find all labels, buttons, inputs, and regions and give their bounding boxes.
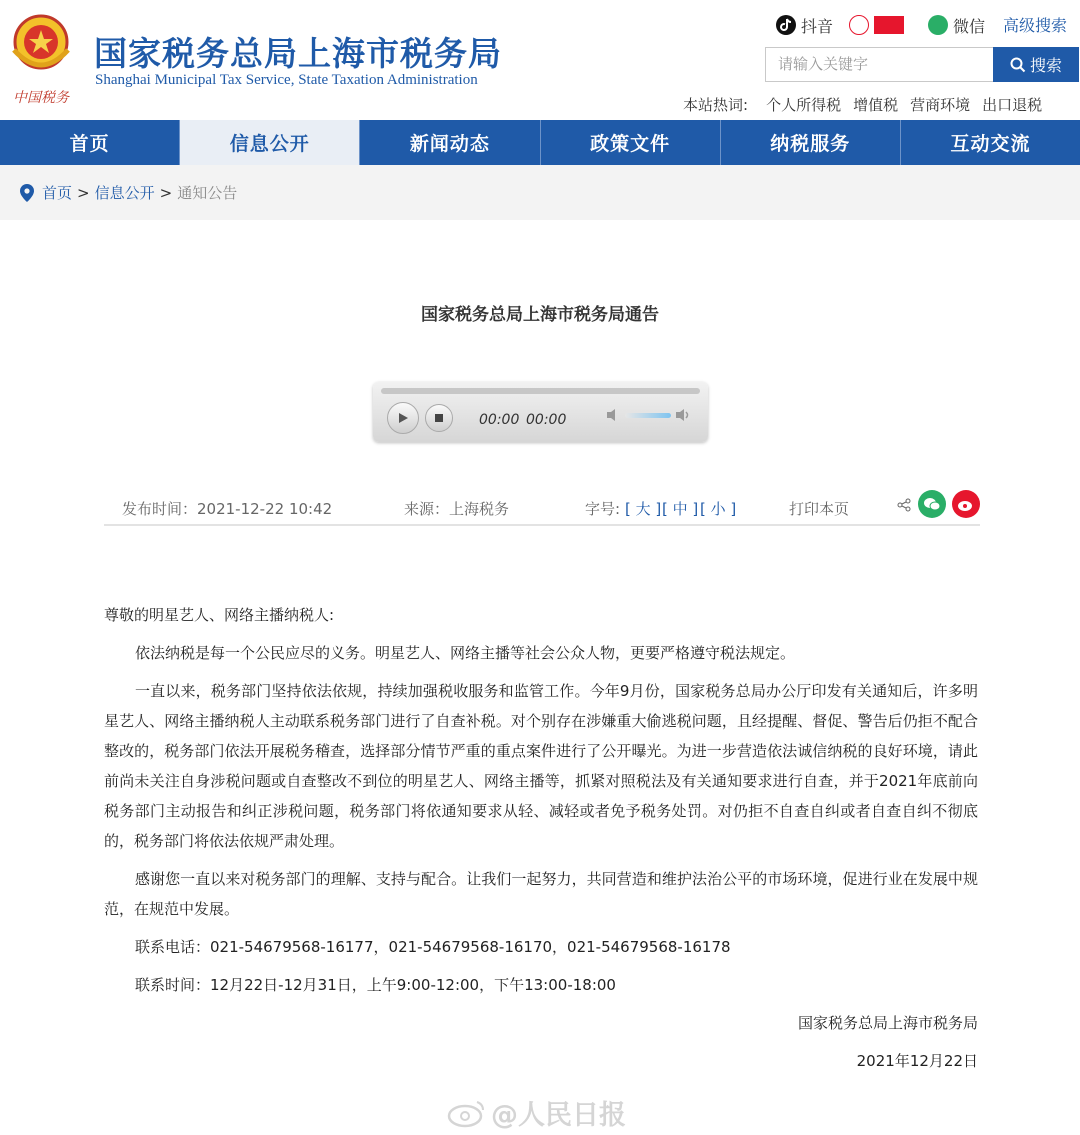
signature-date: 2021年12月22日 bbox=[856, 1052, 978, 1070]
search-icon bbox=[1010, 57, 1026, 73]
hotwords-bar bbox=[683, 94, 1042, 115]
print-link[interactable]: 打印本页 bbox=[789, 500, 850, 518]
tab-home[interactable]: 首页 bbox=[0, 120, 180, 165]
tab-news[interactable]: 新闻动态 bbox=[360, 120, 540, 165]
audio-current-time: 00:00 bbox=[479, 412, 520, 428]
site-subtitle: Shanghai Municipal Tax Service, State Taxation Administration bbox=[95, 72, 478, 88]
main-nav bbox=[0, 120, 1080, 165]
hotwords-label: 本站热词: bbox=[683, 96, 749, 114]
article-body bbox=[104, 600, 978, 1084]
tab-tax-service[interactable]: 纳税服务 bbox=[721, 120, 901, 165]
breadcrumb bbox=[0, 165, 1080, 220]
audio-player bbox=[373, 382, 708, 442]
location-pin-icon bbox=[20, 184, 34, 202]
play-button[interactable] bbox=[387, 402, 419, 434]
site-title: 国家税务总局上海市税务局 bbox=[94, 34, 502, 73]
watermark bbox=[447, 1093, 626, 1132]
wechat-icon bbox=[923, 497, 941, 512]
weibo-label-redacted bbox=[874, 16, 904, 34]
wechat-label: 微信 bbox=[953, 16, 986, 36]
tab-policy[interactable]: 政策文件 bbox=[541, 120, 721, 165]
search-button-label: 搜索 bbox=[1029, 56, 1062, 75]
watermark-text: @人民日报 bbox=[491, 1100, 626, 1131]
audio-progress-track[interactable] bbox=[381, 388, 700, 394]
site-header bbox=[0, 0, 1080, 120]
breadcrumb-separator: > bbox=[77, 183, 90, 202]
breadcrumb-separator: > bbox=[159, 183, 173, 202]
paragraph: 依法纳税是每一个公民应尽的义务。明星艺人、网络主播等社会公众人物，更要严格遵守税法规定。 bbox=[135, 644, 796, 662]
douyin-icon bbox=[776, 15, 796, 35]
weibo-icon bbox=[849, 15, 869, 35]
breadcrumb-current: 通知公告 bbox=[177, 184, 238, 202]
article-source: 来源：上海税务 bbox=[404, 500, 510, 518]
douyin-label: 抖音 bbox=[801, 16, 834, 36]
share-icon[interactable] bbox=[897, 498, 911, 512]
tab-info-disclosure[interactable]: 信息公开 bbox=[180, 120, 360, 165]
breadcrumb-home[interactable]: 首页 bbox=[42, 184, 73, 202]
hotword-link[interactable]: 营商环境 bbox=[910, 96, 971, 114]
volume-max-icon[interactable] bbox=[675, 408, 693, 422]
signature: 国家税务总局上海市税务局 bbox=[797, 1014, 978, 1032]
share-weibo-button[interactable] bbox=[952, 490, 980, 518]
advanced-search-link[interactable]: 高级搜索 bbox=[1003, 16, 1068, 35]
breadcrumb-section[interactable]: 信息公开 bbox=[94, 184, 155, 202]
page-title: 国家税务总局上海市税务局通告 bbox=[421, 305, 659, 325]
search-button[interactable] bbox=[993, 47, 1079, 82]
font-small-button[interactable]: [ 小 ] bbox=[700, 500, 737, 518]
weibo-watermark-icon bbox=[447, 1098, 487, 1128]
tax-emblem-logo[interactable] bbox=[6, 10, 76, 110]
wechat-icon bbox=[928, 15, 948, 35]
weibo-icon bbox=[957, 497, 975, 512]
font-size-label: 字号: bbox=[585, 500, 621, 518]
play-icon bbox=[397, 412, 409, 424]
wechat-link[interactable] bbox=[928, 12, 985, 38]
contact-phone: 联系电话：021-54679568-16177，021-54679568-16170，021-54679568-16178 bbox=[135, 938, 731, 956]
weibo-link[interactable] bbox=[849, 12, 904, 38]
audio-total-time: 00:00 bbox=[526, 412, 567, 428]
stop-button[interactable] bbox=[425, 404, 453, 432]
font-medium-button[interactable]: [ 中 ] bbox=[662, 500, 699, 518]
tab-interaction[interactable]: 互动交流 bbox=[950, 133, 1031, 155]
hotword-link[interactable]: 个人所得税 bbox=[766, 96, 842, 114]
mute-icon[interactable] bbox=[606, 408, 622, 422]
share-wechat-button[interactable] bbox=[918, 490, 946, 518]
font-large-button[interactable]: [ 大 ] bbox=[625, 500, 662, 518]
hotword-link[interactable]: 增值税 bbox=[853, 96, 899, 114]
svg-text:中国税务: 中国税务 bbox=[13, 90, 69, 106]
publish-time: 发布时间：2021-12-22 10:42 bbox=[122, 500, 333, 518]
salutation: 尊敬的明星艺人、网络主播纳税人: bbox=[104, 606, 335, 624]
article-meta bbox=[104, 490, 980, 526]
contact-hours: 联系时间：12月22日-12月31日，上午9:00-12:00，下午13:00-18:00 bbox=[135, 976, 616, 994]
volume-slider[interactable] bbox=[625, 413, 671, 418]
search-input[interactable]: 请输入关键字 bbox=[765, 47, 993, 82]
paragraph: 一直以来，税务部门坚持依法依规，持续加强税收服务和监管工作。今年9月份，国家税务总局办公厅印发有关通知后，许多明星艺人、网络主播纳税人主动联系税务部门进行了自查补税。对个别存在涉嫌重大偷逃税问题，且经提醒、督促、警告后仍拒不配合整改的，税务部门依法开展税务稽查，选择部分情节严重的重点案件进行了公开曝光。为进一步营造依法诚信纳税的良好环境，请此前尚未关注自身涉税问题或自查整改不到位的明星艺人、网络主播等，抓紧对照税法及有关通知要求进行自查，并于2021年底前向税务部门主动报告和纠正涉税问题，税务部门将依通知要求从轻、减轻或者免予税务处罚。对仍拒不自查自纠或者自查自纠不彻底的，税务部门将依法依规严肃处理。 bbox=[104, 682, 978, 850]
paragraph: 感谢您一直以来对税务部门的理解、支持与配合。让我们一起努力，共同营造和维护法治公平的市场环境，促进行业在发展中规范，在规范中发展。 bbox=[104, 870, 978, 918]
hotword-link[interactable]: 出口退税 bbox=[982, 96, 1043, 114]
douyin-link[interactable] bbox=[776, 12, 833, 38]
stop-icon bbox=[434, 413, 444, 423]
